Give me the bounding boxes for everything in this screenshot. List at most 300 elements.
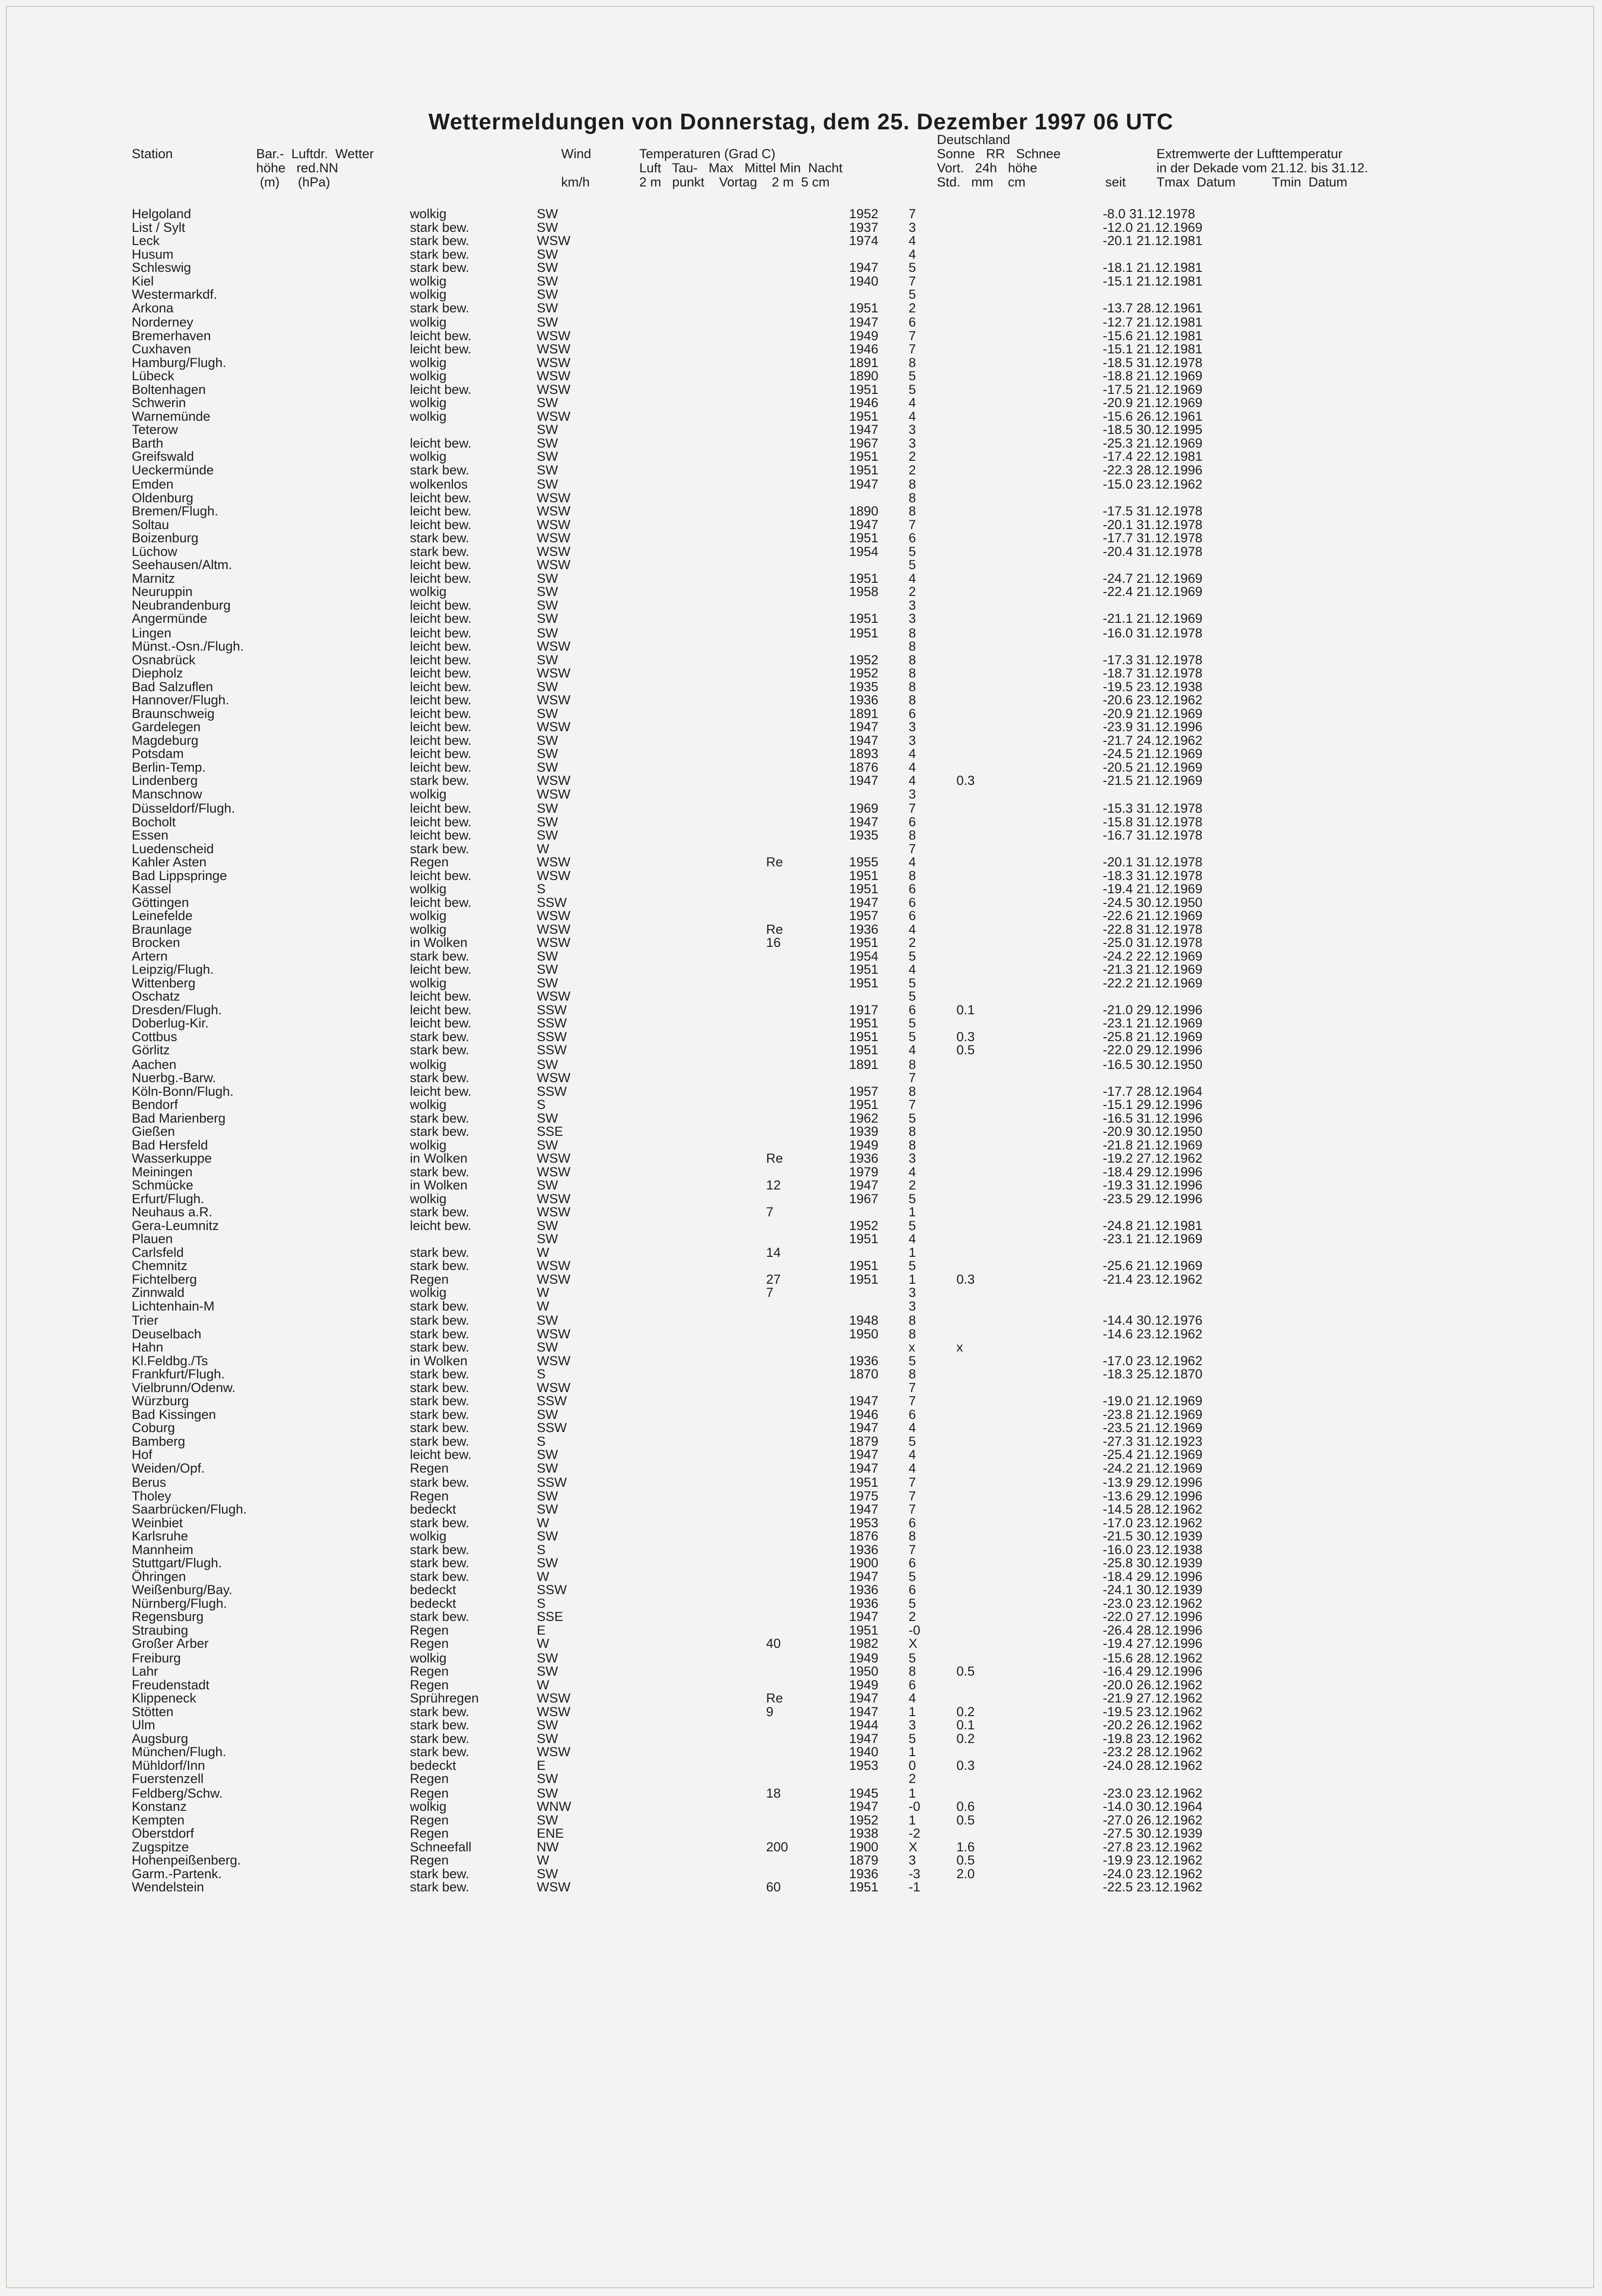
cell: -18.1 21.12.1981	[1103, 260, 1203, 275]
cell: Fichtelberg	[132, 1271, 197, 1287]
cell: Mühldorf/Inn	[132, 1758, 205, 1773]
cell: Boizenburg	[132, 531, 199, 545]
cell: Weiden/Opf.	[132, 1460, 205, 1476]
cell: 5	[909, 1029, 916, 1044]
cell: wolkig	[410, 409, 447, 424]
cell: Münst.-Osn./Flugh.	[132, 639, 244, 654]
cell: stark bew.	[410, 1313, 469, 1328]
cell: stark bew.	[410, 841, 469, 856]
cell: SSE	[537, 1124, 564, 1139]
cell: wolkig	[410, 315, 447, 329]
cell: 1974	[849, 233, 879, 248]
cell: WSW	[537, 557, 570, 572]
cell: Kl.Feldbg./Ts	[132, 1353, 208, 1368]
cell: 4	[909, 1043, 916, 1057]
cell: SW	[537, 828, 558, 842]
cell: in Wolken	[410, 1151, 468, 1166]
cell: stark bew.	[410, 1569, 469, 1584]
cell: -15.0 23.12.1962	[1103, 477, 1203, 492]
cell: S	[537, 1097, 546, 1112]
cell: 4	[909, 746, 916, 761]
cell: 8	[909, 666, 916, 680]
cell: 1979	[849, 1164, 879, 1179]
cell: -15.1 21.12.1981	[1103, 342, 1203, 356]
cell: Braunlage	[132, 922, 192, 937]
cell: WSW	[537, 517, 570, 532]
cell: SW	[537, 260, 558, 275]
cell: Wendelstein	[132, 1880, 204, 1894]
cell: -16.5 31.12.1996	[1103, 1110, 1203, 1126]
cell: -25.3 21.12.1969	[1103, 435, 1203, 451]
cell: -19.2 27.12.1962	[1103, 1151, 1203, 1166]
cell: WSW	[537, 504, 570, 518]
cell: Leinefelde	[132, 908, 193, 923]
cell: Sprühregen	[410, 1691, 479, 1705]
cell: 1952	[849, 1218, 879, 1233]
cell: stark bew.	[410, 1298, 469, 1313]
header-cell: Wind	[561, 146, 591, 161]
cell: 8	[909, 1664, 916, 1679]
cell: -22.4 21.12.1969	[1103, 584, 1203, 599]
cell: SW	[537, 1231, 558, 1246]
cell: 1951	[849, 975, 879, 990]
cell: leicht bew.	[410, 759, 472, 775]
cell: 1947	[849, 1394, 879, 1408]
cell: 5	[909, 1434, 916, 1449]
cell: Bad Hersfeld	[132, 1137, 208, 1152]
cell: 1954	[849, 544, 879, 559]
cell: 1947	[849, 773, 879, 788]
cell: -0	[909, 1799, 921, 1814]
cell: stark bew.	[410, 544, 469, 559]
cell: Klippeneck	[132, 1691, 197, 1705]
cell: -18.3 31.12.1978	[1103, 868, 1203, 883]
cell: -12.0 21.12.1969	[1103, 220, 1203, 235]
cell: stark bew.	[410, 1866, 469, 1881]
cell: 2	[909, 584, 916, 599]
cell: wolkig	[410, 1191, 447, 1206]
cell: 1938	[849, 1826, 879, 1841]
cell: Schleswig	[132, 260, 191, 275]
cell: 6	[909, 1515, 916, 1530]
cell: 3	[909, 422, 916, 437]
cell: 8	[909, 1124, 916, 1139]
cell: 1949	[849, 1677, 879, 1692]
cell: 8	[909, 639, 916, 654]
cell: SW	[537, 422, 558, 437]
cell: WSW	[537, 1744, 570, 1759]
cell: Zugspitze	[132, 1839, 189, 1854]
cell: Westermarkdf.	[132, 287, 218, 302]
cell: 4	[909, 246, 916, 262]
cell: 7	[909, 1394, 916, 1408]
cell: 5	[909, 1596, 916, 1611]
cell: SSW	[537, 895, 567, 910]
cell: WSW	[537, 1691, 570, 1705]
cell: 1958	[849, 584, 879, 599]
cell: Schmücke	[132, 1178, 194, 1192]
cell: Göttingen	[132, 895, 189, 910]
cell: SW	[537, 1057, 558, 1072]
cell: stark bew.	[410, 1340, 469, 1354]
cell: Augsburg	[132, 1731, 188, 1746]
cell: wolkig	[410, 369, 447, 383]
cell: 3	[909, 611, 916, 626]
cell: -19.0 21.12.1969	[1103, 1394, 1203, 1408]
cell: W	[537, 1298, 549, 1313]
cell: Potsdam	[132, 746, 184, 761]
cell: -22.5 23.12.1962	[1103, 1880, 1203, 1894]
cell: Schwerin	[132, 395, 186, 410]
cell: SW	[537, 814, 558, 829]
cell: wolkig	[410, 1285, 447, 1300]
cell: -21.8 21.12.1969	[1103, 1137, 1203, 1152]
cell: Nürnberg/Flugh.	[132, 1596, 227, 1611]
cell: -22.3 28.12.1996	[1103, 462, 1203, 477]
cell: 1947	[849, 1447, 879, 1462]
cell: stark bew.	[410, 1394, 469, 1408]
cell: SSW	[537, 1016, 567, 1030]
cell: leicht bew.	[410, 719, 472, 734]
cell: -15.6 28.12.1962	[1103, 1650, 1203, 1665]
cell: 1951	[849, 571, 879, 586]
cell: -23.0 23.12.1962	[1103, 1596, 1203, 1611]
cell: -13.9 29.12.1996	[1103, 1475, 1203, 1490]
cell: Osnabrück	[132, 652, 196, 667]
cell: Helgoland	[132, 206, 191, 221]
cell: -12.7 21.12.1981	[1103, 315, 1203, 329]
cell: stark bew.	[410, 1380, 469, 1395]
cell: SW	[537, 1460, 558, 1476]
cell: 0.5	[956, 1043, 975, 1057]
cell: 8	[909, 868, 916, 883]
cell: 1947	[849, 260, 879, 275]
cell: 1949	[849, 328, 879, 343]
cell: -23.1 21.12.1969	[1103, 1231, 1203, 1246]
cell: 1947	[849, 1420, 879, 1435]
cell: WSW	[537, 544, 570, 559]
cell: 0.2	[956, 1731, 975, 1746]
cell: 5	[909, 1191, 916, 1206]
cell: SW	[537, 584, 558, 599]
cell: Luedenscheid	[132, 841, 214, 856]
cell: -15.3 31.12.1978	[1103, 801, 1203, 816]
cell: stark bew.	[410, 1542, 469, 1557]
cell: 1946	[849, 395, 879, 410]
cell: stark bew.	[410, 1880, 469, 1894]
cell: 1953	[849, 1515, 879, 1530]
cell: wolkig	[410, 1529, 447, 1543]
cell: 0.3	[956, 1758, 975, 1773]
cell: -20.5 21.12.1969	[1103, 759, 1203, 775]
cell: wolkig	[410, 206, 447, 221]
cell: SW	[537, 1340, 558, 1354]
cell: SW	[537, 1718, 558, 1732]
cell: S	[537, 1596, 546, 1611]
cell: leicht bew.	[410, 328, 472, 343]
cell: leicht bew.	[410, 679, 472, 694]
cell: Dresden/Flugh.	[132, 1002, 222, 1017]
cell: 0.3	[956, 1029, 975, 1044]
cell: SW	[537, 706, 558, 721]
cell: 1951	[849, 882, 879, 896]
cell: leicht bew.	[410, 989, 472, 1004]
cell: x	[909, 1340, 915, 1354]
cell: Lichtenhain-M	[132, 1298, 215, 1313]
cell: -8.0 31.12.1978	[1103, 206, 1196, 221]
header-cell: 2 m punkt Vortag 2 m 5 cm	[639, 175, 830, 189]
cell: 0.5	[956, 1812, 975, 1827]
cell: W	[537, 1569, 549, 1584]
cell: Tholey	[132, 1488, 172, 1503]
cell: Marnitz	[132, 571, 175, 586]
cell: 1946	[849, 342, 879, 356]
cell: 16	[766, 935, 781, 950]
cell: -20.1 21.12.1981	[1103, 233, 1203, 248]
cell: Freiburg	[132, 1650, 181, 1665]
cell: SSW	[537, 1043, 567, 1057]
cell: -16.4 29.12.1996	[1103, 1664, 1203, 1679]
cell: Bremen/Flugh.	[132, 504, 219, 518]
cell: -25.8 21.12.1969	[1103, 1029, 1203, 1044]
cell: -26.4 28.12.1996	[1103, 1622, 1203, 1638]
cell: 8	[909, 1367, 916, 1381]
cell: WSW	[537, 1271, 570, 1287]
cell: Bamberg	[132, 1434, 185, 1449]
cell: 1951	[849, 300, 879, 315]
cell: -18.4 29.12.1996	[1103, 1569, 1203, 1584]
cell: leicht bew.	[410, 1002, 472, 1017]
cell: S	[537, 1434, 546, 1449]
cell: 5	[909, 1569, 916, 1584]
cell: leicht bew.	[410, 1447, 472, 1462]
cell: 4	[909, 773, 916, 788]
cell: 8	[909, 652, 916, 667]
cell: wolkig	[410, 1057, 447, 1072]
header-cell: km/h	[561, 175, 590, 189]
cell: stark bew.	[410, 531, 469, 545]
cell: -24.7 21.12.1969	[1103, 571, 1203, 586]
cell: leicht bew.	[410, 801, 472, 816]
cell: 8	[909, 504, 916, 518]
cell: 1951	[849, 1016, 879, 1030]
cell: Neuruppin	[132, 584, 193, 599]
cell: SW	[537, 1556, 558, 1570]
cell: 5	[909, 1353, 916, 1368]
cell: -24.0 28.12.1962	[1103, 1758, 1203, 1773]
cell: X	[909, 1636, 918, 1651]
cell: W	[537, 1636, 549, 1651]
cell: -13.7 28.12.1961	[1103, 300, 1203, 315]
cell: 7	[909, 1542, 916, 1557]
cell: 3	[909, 719, 916, 734]
cell: 6	[909, 1002, 916, 1017]
cell: wolkenlos	[410, 477, 468, 492]
cell: Diepholz	[132, 666, 183, 680]
cell: 1947	[849, 315, 879, 329]
cell: 18	[766, 1785, 781, 1801]
cell: 1969	[849, 801, 879, 816]
cell: 5	[909, 1016, 916, 1030]
cell: 1936	[849, 922, 879, 937]
cell: Bad Lippspringe	[132, 868, 227, 883]
cell: Großer Arber	[132, 1636, 209, 1651]
cell: -17.0 23.12.1962	[1103, 1515, 1203, 1530]
cell: leicht bew.	[410, 1016, 472, 1030]
cell: stark bew.	[410, 1070, 469, 1085]
cell: SW	[537, 1812, 558, 1827]
cell: WSW	[537, 786, 570, 801]
cell: leicht bew.	[410, 1084, 472, 1099]
cell: -16.5 30.12.1950	[1103, 1057, 1203, 1072]
cell: SW	[537, 1529, 558, 1543]
cell: WSW	[537, 1164, 570, 1179]
cell: 1	[909, 1205, 916, 1219]
cell: 1949	[849, 1137, 879, 1152]
cell: 1955	[849, 855, 879, 869]
cell: 12	[766, 1178, 781, 1192]
cell: Neubrandenburg	[132, 597, 231, 613]
cell: 2	[909, 300, 916, 315]
header-cell: Tmax Datum Tmin Datum	[1156, 175, 1348, 189]
cell: stark bew.	[410, 260, 469, 275]
cell: SSW	[537, 1475, 567, 1490]
cell: -27.5 30.12.1939	[1103, 1826, 1203, 1841]
cell: 1947	[849, 814, 879, 829]
cell: -20.4 31.12.1978	[1103, 544, 1203, 559]
cell: WSW	[537, 382, 570, 397]
cell: Regen	[410, 855, 449, 869]
cell: Bad Salzuflen	[132, 679, 213, 694]
cell: 7	[909, 841, 916, 856]
cell: Teterow	[132, 422, 178, 437]
cell: SW	[537, 1650, 558, 1665]
cell: wolkig	[410, 786, 447, 801]
cell: 8	[909, 679, 916, 694]
cell: 8	[909, 355, 916, 370]
cell: 6	[909, 1582, 916, 1597]
cell: 6	[909, 1407, 916, 1422]
cell: Kiel	[132, 273, 154, 288]
cell: 1935	[849, 679, 879, 694]
cell: stark bew.	[410, 1110, 469, 1126]
cell: -19.8 23.12.1962	[1103, 1731, 1203, 1746]
cell: -16.0 23.12.1938	[1103, 1542, 1203, 1557]
cell: 9	[766, 1704, 774, 1719]
cell: Warnemünde	[132, 409, 211, 424]
cell: WSW	[537, 1704, 570, 1719]
cell: stark bew.	[410, 1245, 469, 1260]
cell: Angermünde	[132, 611, 207, 626]
cell: stark bew.	[410, 300, 469, 315]
cell: SSW	[537, 1394, 567, 1408]
cell: -19.4 27.12.1996	[1103, 1636, 1203, 1651]
cell: stark bew.	[410, 1704, 469, 1719]
cell: -24.1 30.12.1939	[1103, 1582, 1203, 1597]
cell: 1951	[849, 449, 879, 464]
cell: 1936	[849, 1866, 879, 1881]
cell: -20.0 26.12.1962	[1103, 1677, 1203, 1692]
cell: 1891	[849, 355, 879, 370]
cell: Barth	[132, 435, 163, 451]
header-cell: Std. mm cm	[937, 175, 1026, 189]
cell: leicht bew.	[410, 666, 472, 680]
cell: Coburg	[132, 1420, 175, 1435]
cell: 1951	[849, 1231, 879, 1246]
cell: Berlin-Temp.	[132, 759, 206, 775]
cell: SW	[537, 449, 558, 464]
cell: leicht bew.	[410, 571, 472, 586]
cell: 2	[909, 1178, 916, 1192]
cell: -17.7 31.12.1978	[1103, 531, 1203, 545]
cell: -18.5 31.12.1978	[1103, 355, 1203, 370]
cell: 1954	[849, 948, 879, 964]
cell: WSW	[537, 328, 570, 343]
cell: -17.3 31.12.1978	[1103, 652, 1203, 667]
cell: Regen	[410, 1812, 449, 1827]
cell: WSW	[537, 1880, 570, 1894]
cell: stark bew.	[410, 1744, 469, 1759]
cell: -22.2 21.12.1969	[1103, 975, 1203, 990]
cell: leicht bew.	[410, 706, 472, 721]
cell: 1951	[849, 868, 879, 883]
cell: 1951	[849, 962, 879, 977]
cell: WNW	[537, 1799, 571, 1814]
cell: Manschnow	[132, 786, 203, 801]
cell: wolkig	[410, 287, 447, 302]
cell: 7	[909, 1097, 916, 1112]
cell: -22.0 29.12.1996	[1103, 1043, 1203, 1057]
cell: Deuselbach	[132, 1326, 202, 1341]
cell: WSW	[537, 855, 570, 869]
cell: 1940	[849, 1744, 879, 1759]
cell: SW	[537, 597, 558, 613]
cell: Kempten	[132, 1812, 185, 1827]
cell: Husum	[132, 246, 174, 262]
header-cell: höhe red.NN	[256, 161, 339, 175]
cell: Greifswald	[132, 449, 194, 464]
cell: 7	[909, 206, 916, 221]
cell: 1967	[849, 1191, 879, 1206]
cell: leicht bew.	[410, 490, 472, 505]
cell: -14.5 28.12.1962	[1103, 1502, 1203, 1517]
cell: 7	[766, 1205, 774, 1219]
cell: Kahler Asten	[132, 855, 207, 869]
cell: 1900	[849, 1556, 879, 1570]
cell: 5	[909, 260, 916, 275]
cell: 1951	[849, 382, 879, 397]
cell: 0.5	[956, 1853, 975, 1867]
cell: 1951	[849, 531, 879, 545]
cell: SW	[537, 273, 558, 288]
cell: -19.5 23.12.1938	[1103, 679, 1203, 694]
cell: WSW	[537, 1205, 570, 1219]
cell: -23.9 31.12.1996	[1103, 719, 1203, 734]
cell: 2	[909, 462, 916, 477]
cell: 1957	[849, 1084, 879, 1099]
cell: SW	[537, 1178, 558, 1192]
cell: WSW	[537, 989, 570, 1004]
cell: 1947	[849, 895, 879, 910]
cell: 1	[909, 1812, 916, 1827]
header-cell: Luft Tau- Max Mittel Min Nacht	[639, 161, 843, 175]
cell: 1936	[849, 1542, 879, 1557]
cell: Trier	[132, 1313, 159, 1328]
cell: Gießen	[132, 1124, 175, 1139]
cell: Essen	[132, 828, 169, 842]
cell: SW	[537, 571, 558, 586]
header-cell: Bar.- Luftdr. Wetter	[256, 146, 374, 161]
